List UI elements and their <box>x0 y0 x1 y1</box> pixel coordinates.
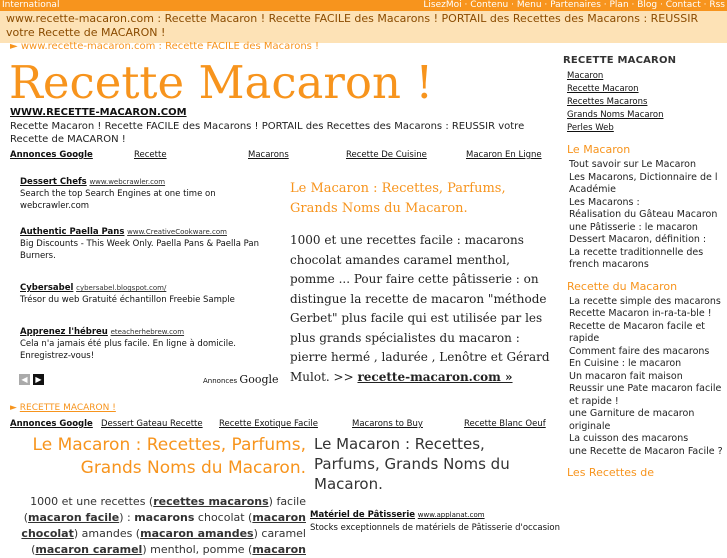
sidebar-section-list <box>561 159 727 272</box>
text-part: ) caramel <box>253 527 306 540</box>
section-text <box>10 494 306 558</box>
ad-title[interactable]: Authentic Paella Pans <box>20 227 125 237</box>
menu-separator: · <box>700 0 710 10</box>
google-logo: Google <box>239 373 279 386</box>
sidebar-item[interactable]: Les Macarons, Dictionnaire de l Académie <box>569 171 718 195</box>
text-part: ) : <box>119 511 135 524</box>
sidebar-item[interactable]: Recette Macaron in-ra-ta-ble ! <box>569 308 712 319</box>
sidebar-link[interactable]: Perles Web <box>567 123 614 133</box>
menu-contenu[interactable]: Contenu <box>470 0 509 10</box>
text-part: ) facile <box>268 495 306 508</box>
annonces-google-label[interactable]: Annonces Google <box>10 150 93 160</box>
keyword: macarons <box>134 511 195 524</box>
featured-heading: Le Macaron : Recettes, Parfums, Grands Noms du Macaron. <box>290 181 506 216</box>
sidebar-item[interactable]: Recette de Macaron facile et rapide <box>569 320 706 344</box>
menu-menu[interactable]: Menu <box>516 0 542 10</box>
breadcrumb[interactable]: ► www.recette-macaron.com : Recette FACILE des Macarons ! <box>10 41 320 52</box>
ad-title[interactable]: Apprenez l'hébreu <box>20 327 108 337</box>
section-text-line <box>10 526 306 542</box>
sidebar-item[interactable]: une Pâtisserie : le macaron <box>569 221 698 233</box>
sidebar-item[interactable]: La recette traditionnelle des french macarons <box>569 246 704 270</box>
menu-lisezmoi[interactable]: LisezMoi <box>423 0 462 10</box>
sidebar-item[interactable]: La cuisson des macarons <box>569 433 689 444</box>
keyword-link[interactable]: macaron facile <box>28 511 120 524</box>
section-text-line <box>10 494 306 510</box>
international-link[interactable]: International <box>2 0 60 10</box>
sidebar-item[interactable]: Reussir une Pate macaron facile et rapide ! <box>569 383 722 407</box>
keyword-link[interactable]: macaron amandes <box>140 527 254 540</box>
ad-body: Stocks exceptionnels de matériels de Pâtisserie d'occasion <box>310 523 560 533</box>
ad-url[interactable]: www.CreativeCookware.com <box>127 228 227 236</box>
ad-url[interactable]: eteacherhebrew.com <box>110 328 185 336</box>
ad-title[interactable]: Dessert Chefs <box>20 177 87 187</box>
menu-separator: · <box>541 0 551 10</box>
featured-link[interactable]: recette-macaron.com » <box>357 369 513 384</box>
text-part: 1000 et une recettes ( <box>30 495 154 508</box>
ad-item[interactable] <box>20 176 275 212</box>
sidebar-item[interactable]: une Garniture de macaron originale <box>569 408 695 432</box>
sidebar-link[interactable]: Grands Noms Macaron <box>567 110 664 120</box>
breadcrumb-link[interactable]: RECETTE MACARON ! <box>19 403 116 413</box>
ad-link-recette-de-cuisine[interactable]: Recette De Cuisine <box>346 150 427 160</box>
ad-item-lower[interactable] <box>310 509 560 535</box>
sidebar-section-heading: Le Macaron <box>567 143 631 156</box>
sidebar-item[interactable]: En Cuisine : le macaron <box>569 358 682 369</box>
menu-separator: · <box>600 0 610 10</box>
section-text-line <box>10 542 306 558</box>
keyword-link[interactable]: chocolat <box>21 527 74 540</box>
sidebar-item[interactable]: Comment faire des macarons <box>569 345 710 357</box>
breadcrumb-secondary <box>10 403 116 413</box>
ads-by-google[interactable] <box>203 373 279 386</box>
ads-by-prefix: Annonces <box>203 377 238 385</box>
section-text-line <box>10 510 306 526</box>
menu-separator: · <box>628 0 638 10</box>
keyword-link[interactable]: recettes macarons <box>153 495 269 508</box>
chevron-right-icon[interactable]: ▶ <box>33 374 44 385</box>
text-part: ) amandes ( <box>73 527 141 540</box>
menu-rss[interactable]: Rss <box>709 0 725 10</box>
text-part: ( <box>31 543 36 556</box>
sidebar <box>561 46 727 482</box>
text-part: chocolat ( <box>194 511 253 524</box>
section-heading-left: Le Macaron : Recettes, Parfums, Grands Noms du Macaron. <box>32 435 306 478</box>
text-part: ) menthol, pomme ( <box>142 543 253 556</box>
ad-body: Big Discounts - This Week Only. Paella Pans & Paella Pan Burners. <box>20 239 260 261</box>
featured-article <box>290 179 555 387</box>
top-menu <box>423 0 725 11</box>
ad-pager <box>19 374 44 385</box>
sidebar-link[interactable]: Recettes Macarons <box>567 97 648 107</box>
section-heading-right: Le Macaron : Recettes, Parfums, Grands Noms du Macaron. <box>314 435 510 493</box>
site-description: Recette Macaron ! Recette FACILE des Macarons ! PORTAIL des Recettes des Macarons : REUSSIR votre Recette de MACARON ! <box>10 121 525 145</box>
ad-link-macarons[interactable]: Macarons <box>248 150 289 160</box>
sidebar-item[interactable]: Dessert Macaron, définition : <box>569 234 707 245</box>
arrow-right-icon: ► <box>10 403 17 413</box>
ad-links-bar <box>10 150 550 162</box>
sidebar-item[interactable]: Réalisation du Gâteau Macaron <box>569 209 718 220</box>
sidebar-item[interactable]: une Recette de Macaron Facile ? <box>569 445 723 457</box>
ad-link-macarons-to-buy[interactable]: Macarons to Buy <box>352 419 423 429</box>
ad-url[interactable]: cybersabel.blogspot.com/ <box>76 284 167 292</box>
top-bar <box>0 0 727 11</box>
ad-body: Trésor du web Gratuité échantillon Freebie Sample <box>20 295 235 305</box>
ad-item[interactable] <box>20 226 275 262</box>
text-part: ( <box>23 511 29 524</box>
sidebar-item[interactable]: Un macaron fait maison <box>569 370 683 382</box>
sidebar-section-heading: Recette du Macaron <box>567 279 678 293</box>
sidebar-title: RECETTE MACARON <box>563 55 677 66</box>
sidebar-item[interactable]: La recette simple des macarons <box>569 295 721 307</box>
ad-link-dessert-gateau[interactable]: Dessert Gateau Recette <box>101 419 203 429</box>
featured-text <box>290 231 555 387</box>
sidebar-item[interactable]: Les Macarons : <box>569 196 640 208</box>
menu-separator: · <box>508 0 517 10</box>
menu-separator: · <box>657 0 666 10</box>
ad-links-bar-2 <box>10 419 555 431</box>
menu-blog[interactable]: Blog <box>637 0 658 10</box>
ad-url[interactable]: www.applanat.com <box>417 511 485 519</box>
header-tagline: www.recette-macaron.com : Recette Macaron ! Recette FACILE des Macarons ! PORTAIL des Recettes des Macarons : REUSSIR votre Recette de MACARON ! <box>0 11 727 43</box>
ad-title[interactable]: Matériel de Pâtisserie <box>310 510 416 520</box>
keyword-link[interactable]: macaron <box>252 511 306 524</box>
page-title: Recette Macaron ! <box>9 56 434 109</box>
ad-link-recette[interactable]: Recette <box>134 150 167 160</box>
featured-body: 1000 et une recettes facile : macarons chocolat amandes caramel menthol, pomme ... Pour faire cette pâtisserie : on distingue la recette de macaron "méthode Gerbet" plus facile qui est utilisée par les plus grands spécialistes du macaron : pierre hermé , ladurée , Lenôtre et Gérard Mulot. >> <box>290 233 550 384</box>
ad-link-recette-exotique[interactable]: Recette Exotique Facile <box>219 419 318 429</box>
ad-item[interactable] <box>20 282 275 306</box>
ad-url[interactable]: www.webcrawler.com <box>89 178 166 186</box>
annonces-google-label[interactable]: Annonces Google <box>10 419 93 429</box>
sidebar-section-list <box>561 296 727 459</box>
sidebar-links <box>561 70 727 135</box>
ad-link-macaron-en-ligne[interactable]: Macaron En Ligne <box>466 150 542 160</box>
sidebar-item[interactable]: Tout savoir sur Le Macaron <box>569 159 697 170</box>
sidebar-link[interactable]: Macaron <box>567 71 604 81</box>
menu-plan[interactable]: Plan <box>609 0 629 10</box>
chevron-left-icon[interactable]: ◀ <box>19 374 30 385</box>
ad-title[interactable]: Cybersabel <box>20 283 74 293</box>
site-url-link[interactable]: WWW.RECETTE-MACARON.COM <box>10 107 187 118</box>
sidebar-link[interactable]: Recette Macaron <box>567 84 639 94</box>
ad-item[interactable] <box>20 326 275 362</box>
keyword-link[interactable]: macaron <box>252 543 306 556</box>
ad-link-recette-blanc-oeuf[interactable]: Recette Blanc Oeuf <box>464 419 546 429</box>
sidebar-section-heading: Les Recettes de <box>567 466 655 479</box>
keyword-link[interactable]: macaron caramel <box>35 543 143 556</box>
menu-partenaires[interactable]: Partenaires <box>550 0 601 10</box>
ad-body: Search the top Search Engines at one time on webcrawler.com <box>20 189 216 211</box>
ad-body: Cela n'a jamais été plus facile. En ligne à domicile. Enregistrez-vous! <box>20 339 236 361</box>
menu-separator: · <box>461 0 471 10</box>
menu-contact[interactable]: Contact <box>665 0 701 10</box>
